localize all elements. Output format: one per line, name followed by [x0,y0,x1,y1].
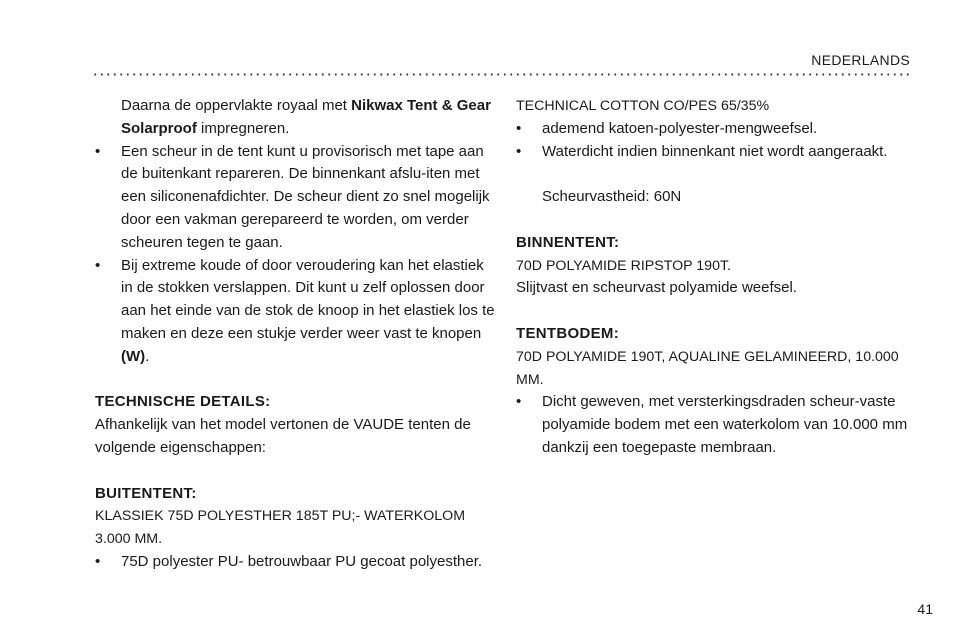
outer-tent-spec: KLASSIEK 75D POLYESTHER 185T PU;- WATERKOLOM 3.000 MM. [95,508,466,548]
section-heading-outer-tent: BUITENTENT: [95,484,197,502]
cotton-spec: TECHNICAL COTTON CO/PES 65/35% [516,98,770,114]
list-item: • ademend katoen-polyester-mengweefsel. [516,118,916,141]
inner-tent-spec: 70D POLYAMIDE RIPSTOP 190T. [516,257,731,274]
list-item: • 75D polyester PU- betrouwbaar PU gecoat polyesther. [95,551,495,574]
figure-reference: (W) [121,347,146,365]
inner-tent-text: Slijtvast en scheurvast polyamide weefsel. [516,279,797,297]
section-heading-inner-tent: BINNENTENT: [516,233,620,251]
impregnation-paragraph: Daarna de oppervlakte royaal met Nikwax Tent & Gear Solarproof impregneren. [121,97,491,137]
bullet-icon: • [95,552,101,570]
right-column [516,95,916,460]
technical-intro: Afhankelijk van het model vertonen de VAUDE tenten de volgende eigenschappen: [95,416,471,456]
dotted-divider [92,73,910,76]
left-column [95,95,495,574]
bullet-icon: • [95,256,101,274]
product-name: Nikwax Tent & Gear Solarproof [121,97,491,137]
page-number: 41 [917,601,933,617]
bullet-icon: • [95,142,101,160]
language-header: NEDERLANDS [811,52,910,68]
bullet-icon: • [516,393,522,411]
section-heading-technical: TECHNISCHE DETAILS: [95,393,271,411]
bullet-icon: • [516,119,522,137]
list-item: • Dicht geweven, met versterkingsdraden scheur-vaste polyamide bodem met een waterkolom van 10.000 mm dankzij een toegepaste membraan. [516,393,908,456]
floor-spec: 70D POLYAMIDE 190T, AQUALINE GELAMINEERD, 10.000 MM. [516,348,899,388]
bullet-icon: • [516,142,522,160]
list-item: • Waterdicht indien binnenkant niet wordt aangeraakt. [516,141,916,164]
section-heading-floor: TENTBODEM: [516,324,619,342]
tear-strength: Scheurvastheid: 60N [542,188,682,206]
list-item: • Bij extreme koude of door veroudering kan het elastiek in de stokken verslappen. Dit kunt u zelf oplossen door aan het einde van de stok de knoop in het elastiek los te maken en deze een stukje verder weer vast te knopen (W). [95,256,495,365]
list-item: • Een scheur in de tent kunt u provisorisch met tape aan de buitenkant repareren. De binnenkant afslu-iten met een siliconenafdichter. De scheur dient zo snel mogelijk door een vakman gerepareerd te worden, om verder scheuren tegen te gaan. [95,142,490,251]
